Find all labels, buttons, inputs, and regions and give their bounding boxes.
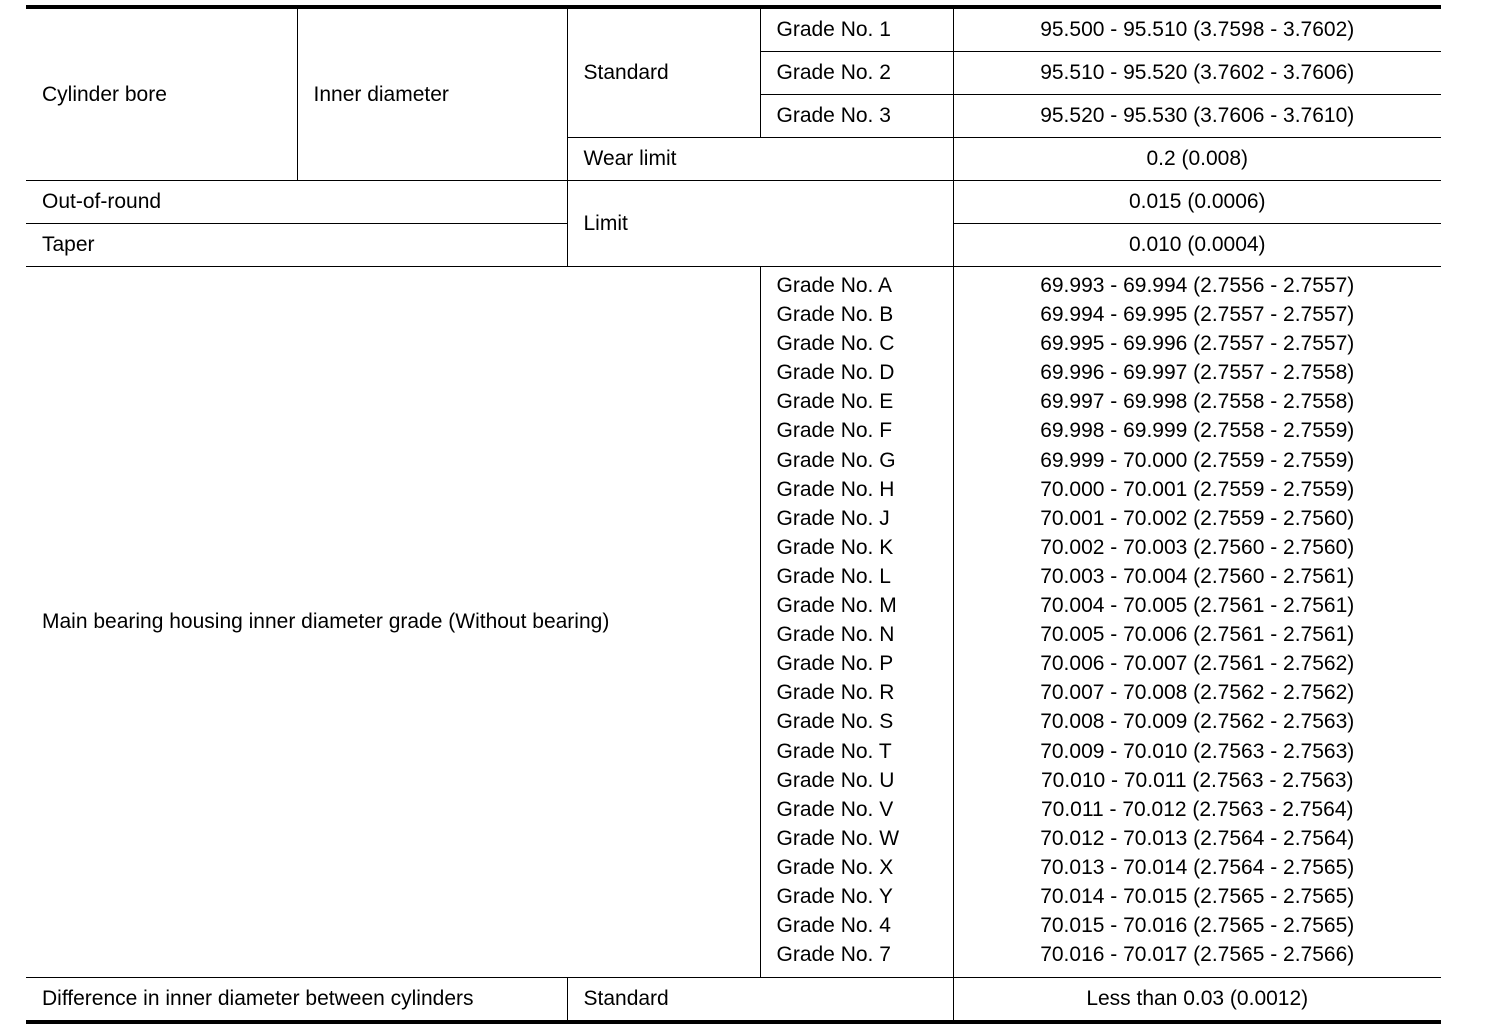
limit-label: Limit — [567, 181, 953, 267]
grade-value: 69.999 - 70.000 (2.7559 - 2.7559) — [1040, 448, 1355, 472]
grade-name: Grade No. U — [776, 768, 895, 792]
table-row — [26, 978, 1441, 1023]
grade-value: 69.994 - 69.995 (2.7557 - 2.7557) — [1040, 303, 1355, 327]
cylinder-bore-label: Cylinder bore — [26, 7, 297, 181]
grade-value: 70.007 - 70.008 (2.7562 - 2.7562) — [1040, 681, 1355, 705]
grade-name: Grade No. B — [776, 303, 894, 327]
grade-value: 70.013 - 70.014 (2.7564 - 2.7565) — [1040, 855, 1355, 879]
main-bearing-grade-values — [953, 267, 1441, 978]
difference-value: Less than 0.03 (0.0012) — [953, 978, 1441, 1023]
grade-name: Grade No. K — [776, 535, 894, 559]
grade-value: 70.009 - 70.010 (2.7563 - 2.7563) — [1040, 739, 1355, 763]
table-row — [26, 267, 1441, 978]
difference-label: Difference in inner diameter between cylinders — [26, 978, 567, 1023]
taper-label: Taper — [26, 224, 567, 267]
grade-value: 70.001 - 70.002 (2.7559 - 2.7560) — [1040, 506, 1355, 530]
table-row — [26, 181, 1441, 224]
main-bearing-label: Main bearing housing inner diameter grade (Without bearing) — [26, 267, 760, 978]
grade-name: Grade No. Y — [776, 884, 893, 908]
main-bearing-grade-names — [760, 267, 953, 978]
grade-value: 70.004 - 70.005 (2.7561 - 2.7561) — [1040, 594, 1355, 618]
grade-name: Grade No. F — [776, 419, 893, 443]
grade-value: 69.998 - 69.999 (2.7558 - 2.7559) — [1040, 419, 1355, 443]
grade-value: 70.006 - 70.007 (2.7561 - 2.7562) — [1040, 652, 1355, 676]
grade-value: 95.520 - 95.530 (3.7606 - 3.7610) — [953, 95, 1441, 138]
grade-value: 69.995 - 69.996 (2.7557 - 2.7557) — [1040, 332, 1355, 356]
difference-standard-label: Standard — [567, 978, 953, 1023]
grade-name: Grade No. S — [776, 710, 894, 734]
grade-name: Grade No. 2 — [760, 52, 953, 95]
grade-name: Grade No. 4 — [776, 914, 891, 938]
grade-value: 69.996 - 69.997 (2.7557 - 2.7558) — [1040, 361, 1355, 385]
grade-value: 70.003 - 70.004 (2.7560 - 2.7561) — [1040, 564, 1355, 588]
grade-name: Grade No. C — [776, 332, 895, 356]
grade-name: Grade No. G — [776, 448, 896, 472]
inner-diameter-label: Inner diameter — [297, 7, 567, 181]
grade-value: 70.005 - 70.006 (2.7561 - 2.7561) — [1040, 623, 1355, 647]
grade-name: Grade No. M — [776, 594, 897, 618]
grade-name: Grade No. P — [776, 652, 894, 676]
out-of-round-label: Out-of-round — [26, 181, 567, 224]
grade-value: 70.002 - 70.003 (2.7560 - 2.7560) — [1040, 535, 1355, 559]
grade-name: Grade No. W — [776, 826, 900, 850]
grade-name: Grade No. V — [776, 797, 894, 821]
grade-value: 95.500 - 95.510 (3.7598 - 3.7602) — [953, 7, 1441, 52]
grade-value: 70.016 - 70.017 (2.7565 - 2.7566) — [1040, 943, 1355, 967]
table-row — [26, 7, 1441, 52]
grade-name: Grade No. X — [776, 855, 894, 879]
grade-name: Grade No. N — [776, 623, 895, 647]
grade-name: Grade No. L — [776, 564, 891, 588]
spec-table — [26, 5, 1441, 1024]
grade-name: Grade No. J — [776, 506, 890, 530]
grade-name: Grade No. R — [776, 681, 895, 705]
grade-value: 70.012 - 70.013 (2.7564 - 2.7564) — [1040, 826, 1355, 850]
grade-name: Grade No. 3 — [760, 95, 953, 138]
grade-name: Grade No. A — [776, 274, 893, 297]
grade-value: 70.014 - 70.015 (2.7565 - 2.7565) — [1040, 884, 1355, 908]
grade-value: 70.000 - 70.001 (2.7559 - 2.7559) — [1040, 477, 1355, 501]
out-of-round-value: 0.015 (0.0006) — [953, 181, 1441, 224]
grade-name: Grade No. T — [776, 739, 892, 763]
grade-value: 69.993 - 69.994 (2.7556 - 2.7557) — [1040, 274, 1355, 297]
grade-name: Grade No. 7 — [776, 943, 891, 967]
grade-name: Grade No. E — [776, 390, 894, 414]
grade-value: 70.008 - 70.009 (2.7562 - 2.7563) — [1040, 710, 1355, 734]
grade-value-list — [954, 271, 1442, 969]
grade-value: 95.510 - 95.520 (3.7602 - 3.7606) — [953, 52, 1441, 95]
standard-label: Standard — [567, 7, 760, 138]
grade-name: Grade No. H — [776, 477, 895, 501]
grade-value: 70.015 - 70.016 (2.7565 - 2.7565) — [1040, 914, 1355, 938]
grade-name-list — [777, 271, 953, 969]
grade-name: Grade No. 1 — [760, 7, 953, 52]
grade-value: 70.010 - 70.011 (2.7563 - 2.7563) — [1040, 768, 1354, 792]
taper-value: 0.010 (0.0004) — [953, 224, 1441, 267]
wear-limit-label: Wear limit — [567, 138, 953, 181]
grade-name: Grade No. D — [776, 361, 895, 385]
grade-value: 69.997 - 69.998 (2.7558 - 2.7558) — [1040, 390, 1355, 414]
wear-limit-value: 0.2 (0.008) — [953, 138, 1441, 181]
grade-value: 70.011 - 70.012 (2.7563 - 2.7564) — [1040, 797, 1354, 821]
